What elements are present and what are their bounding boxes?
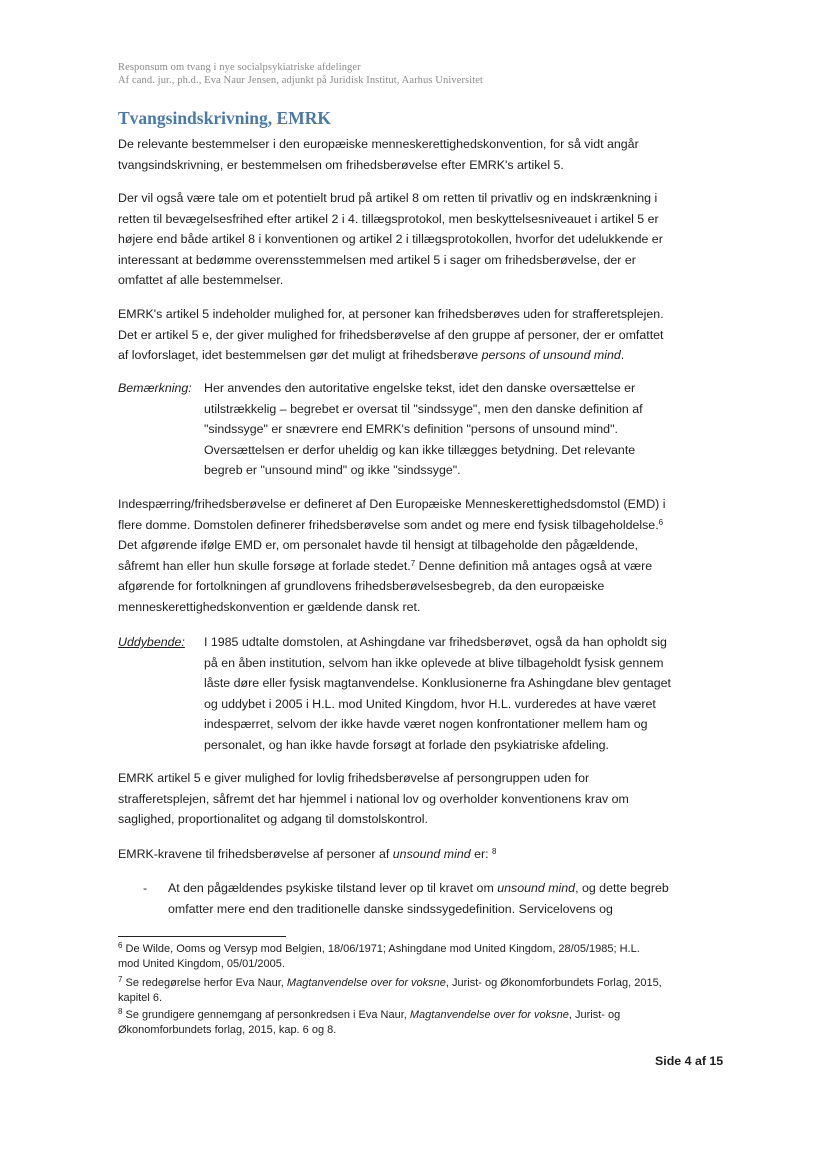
text-run: af lovforslaget, idet bestemmelsen gør det muligt at frihedsberøve bbox=[118, 348, 482, 363]
footnote-6 bbox=[118, 942, 728, 972]
paragraph-line bbox=[118, 345, 728, 366]
footnote-line bbox=[118, 1008, 728, 1023]
elaboration-line: indespærret, selvom der ikke havde været nogen konfrontationer mellem ham og bbox=[204, 717, 648, 732]
text-run: Se redegørelse herfor Eva Naur, bbox=[122, 977, 287, 989]
footnote-line bbox=[118, 942, 728, 957]
paragraph-line: EMRK's artikel 5 indeholder mulighed for, at personer kan frihedsberøves uden for strafferetsplejen. bbox=[118, 307, 664, 321]
footnote-line: mod United Kingdom, 05/01/2005. bbox=[118, 958, 285, 971]
elaboration-line: I 1985 udtalte domstolen, at Ashingdane var frihedsberøvet, også da han opholdt sig bbox=[204, 635, 667, 649]
paragraph-line: strafferetsplejen, såfremt det har hjemmel i national lov og overholder konventionens krav om bbox=[118, 791, 629, 806]
bullet-line: omfatter mere end den traditionelle danske sindssygedefinition. Servicelovens og bbox=[168, 901, 613, 916]
emphasis-text: unsound mind bbox=[392, 847, 471, 861]
remark-text bbox=[204, 378, 734, 481]
paragraph-intro bbox=[118, 134, 728, 175]
paragraph-line: interessant at bedømme overensstemmelsen med artikel 5 i sager om frihedsberøvelse, der er bbox=[118, 252, 636, 267]
paragraph-line bbox=[118, 515, 728, 536]
text-run: . bbox=[620, 348, 625, 363]
elaboration-label: Uddybende: bbox=[118, 635, 185, 649]
elaboration-line: på en åben institution, selvom han ikke oplevede at blive tilbageholdt fysisk gennem bbox=[204, 655, 664, 670]
paragraph-line: De relevante bestemmelser i den europæiske menneskerettighedskonvention, for så vidt angår bbox=[118, 137, 639, 151]
emphasis-text: persons of unsound mind bbox=[481, 348, 621, 363]
emphasis-text: unsound mind bbox=[497, 881, 576, 895]
footnote-ref[interactable]: 6 bbox=[658, 517, 664, 527]
paragraph-line: afgørende for fortolkningen af grundlovens frihedsberøvelsesbegreb, da den europæiske bbox=[118, 579, 605, 594]
text-run: er: bbox=[470, 847, 492, 861]
paragraph-definition bbox=[118, 494, 728, 618]
footnote-separator bbox=[118, 936, 286, 937]
paragraph-line bbox=[118, 556, 728, 577]
footnote-ref[interactable]: 7 bbox=[410, 558, 416, 568]
paragraph-line: Indespærring/frihedsberøvelse er defineret af Den Europæiske Menneskerettighedsdomstol (EMD) i bbox=[118, 497, 666, 511]
elaboration-text bbox=[204, 632, 734, 756]
paragraph-article5e bbox=[118, 768, 728, 830]
section-title: Tvangsindskrivning, EMRK bbox=[118, 108, 331, 128]
remark-line: "sindssyge" er snævrere end EMRK's definition "persons of unsound mind". bbox=[204, 422, 618, 437]
running-header-author: Af cand. jur., ph.d., Eva Naur Jensen, adjunkt på Juridisk Institut, Aarhus Universitet bbox=[118, 75, 484, 86]
footnote-line bbox=[118, 976, 728, 991]
remark-line: Oversættelsen er derfor uheldig og kan ikke tillægges betydning. Det relevante bbox=[204, 442, 636, 457]
paragraph-line: Det afgørende ifølge EMD er, om personalet havde til hensigt at tilbageholde den pågældende, bbox=[118, 538, 639, 553]
paragraph-article5 bbox=[118, 304, 728, 366]
text-run: flere domme. Domstolen definerer frihedsberøvelse som andet og mere end fysisk tilbageholdelse. bbox=[118, 517, 659, 532]
footnote-8 bbox=[118, 1008, 728, 1038]
paragraph-line: højere end både artikel 8 i konventionen og artikel 2 i tillægsprotokollen, hvorfor det udelukkende er bbox=[118, 232, 663, 247]
paragraph-line: tvangsindskrivning, er bestemmelsen om frihedsberøvelse efter EMRK's artikel 5. bbox=[118, 157, 564, 172]
text-run: Se grundigere gennemgang af personkredsen i Eva Naur, bbox=[122, 1009, 410, 1021]
text-run: , Jurist- og Økonomforbundets Forlag, 2015, bbox=[445, 977, 662, 989]
emphasis-text: Magtanvendelse over for voksne bbox=[409, 1009, 569, 1021]
paragraph-line: saglighed, proportionalitet og adgang til domstolskontrol. bbox=[118, 812, 428, 827]
footnote-7 bbox=[118, 976, 728, 1006]
footnote-number: 8 bbox=[118, 1007, 123, 1016]
footnote-number: 7 bbox=[118, 975, 123, 984]
bullet-item bbox=[168, 878, 728, 919]
bullet-line bbox=[168, 878, 728, 899]
paragraph-line: EMRK artikel 5 e giver mulighed for lovlig frihedsberøvelse af persongruppen uden for bbox=[118, 771, 590, 785]
elaboration-line: låste døre eller fysisk magtanvendelse. Konklusionerne fra Ashingdane blev gentaget bbox=[204, 676, 671, 691]
text-run: , og dette begreb bbox=[575, 881, 669, 895]
remark-line: Her anvendes den autoritative engelske tekst, idet den danske oversættelse er bbox=[204, 381, 636, 395]
page-number: Side 4 af 15 bbox=[655, 1054, 724, 1068]
footnote-ref[interactable]: 8 bbox=[491, 847, 497, 856]
text-run: De Wilde, Ooms og Versyp mod Belgien, 18/06/1971; Ashingdane mod United Kingdom, 28/05/1985; H.L. bbox=[122, 943, 640, 955]
text-run: At den pågældendes psykiske tilstand lever op til kravet om bbox=[168, 881, 498, 895]
paragraph-article8 bbox=[118, 188, 728, 291]
footnote-line: kapitel 6. bbox=[118, 992, 163, 1005]
emphasis-text: Magtanvendelse over for voksne bbox=[286, 977, 446, 989]
footnote-number: 6 bbox=[118, 941, 123, 950]
bullet-marker: - bbox=[143, 881, 148, 895]
text-run: EMRK-kravene til frihedsberøvelse af personer af bbox=[118, 847, 393, 861]
paragraph-line: omfattet af alle bestemmelser. bbox=[118, 273, 284, 288]
paragraph-requirements bbox=[118, 844, 728, 865]
text-run: såfremt han eller hun skulle forsøge at forlade stedet. bbox=[118, 558, 411, 573]
elaboration-line: og uddybet i 2005 i H.L. mod United Kingdom, hvor H.L. vurderedes at have været bbox=[204, 696, 656, 711]
paragraph-line: Der vil også være tale om et potentielt brud på artikel 8 om retten til privatliv og en indskrænkning i bbox=[118, 191, 658, 205]
remark-line: begreb er "unsound mind" og ikke "sindssyge". bbox=[204, 463, 461, 478]
footnote-line: Økonomforbundets forlag, 2015, kap. 6 og 8. bbox=[118, 1024, 337, 1037]
text-run: , Jurist- og bbox=[568, 1009, 621, 1021]
text-run: Denne definition må antages også at være bbox=[415, 558, 653, 573]
paragraph-line: menneskerettighedskonvention er gældende dansk ret. bbox=[118, 599, 421, 614]
paragraph-line: retten til bevægelsesfrihed efter artikel 2 i 4. tillægsprotokol, men beskyttelsesniveauet i artikel 5 er bbox=[118, 211, 659, 226]
remark-line: utilstrækkelig – begrebet er oversat til "sindssyge", men den danske definition af bbox=[204, 401, 643, 416]
paragraph-line: Det er artikel 5 e, der giver mulighed for frihedsberøvelse af den gruppe af personer, der er omfattet bbox=[118, 327, 664, 342]
running-header-title: Responsum om tvang i nye socialpsykiatriske afdelinger bbox=[118, 62, 361, 73]
elaboration-line: personalet, og han ikke havde forsøgt at forlade den psykiatriske afdeling. bbox=[204, 737, 610, 752]
remark-label: Bemærkning: bbox=[118, 381, 192, 395]
paragraph-line bbox=[118, 844, 728, 865]
